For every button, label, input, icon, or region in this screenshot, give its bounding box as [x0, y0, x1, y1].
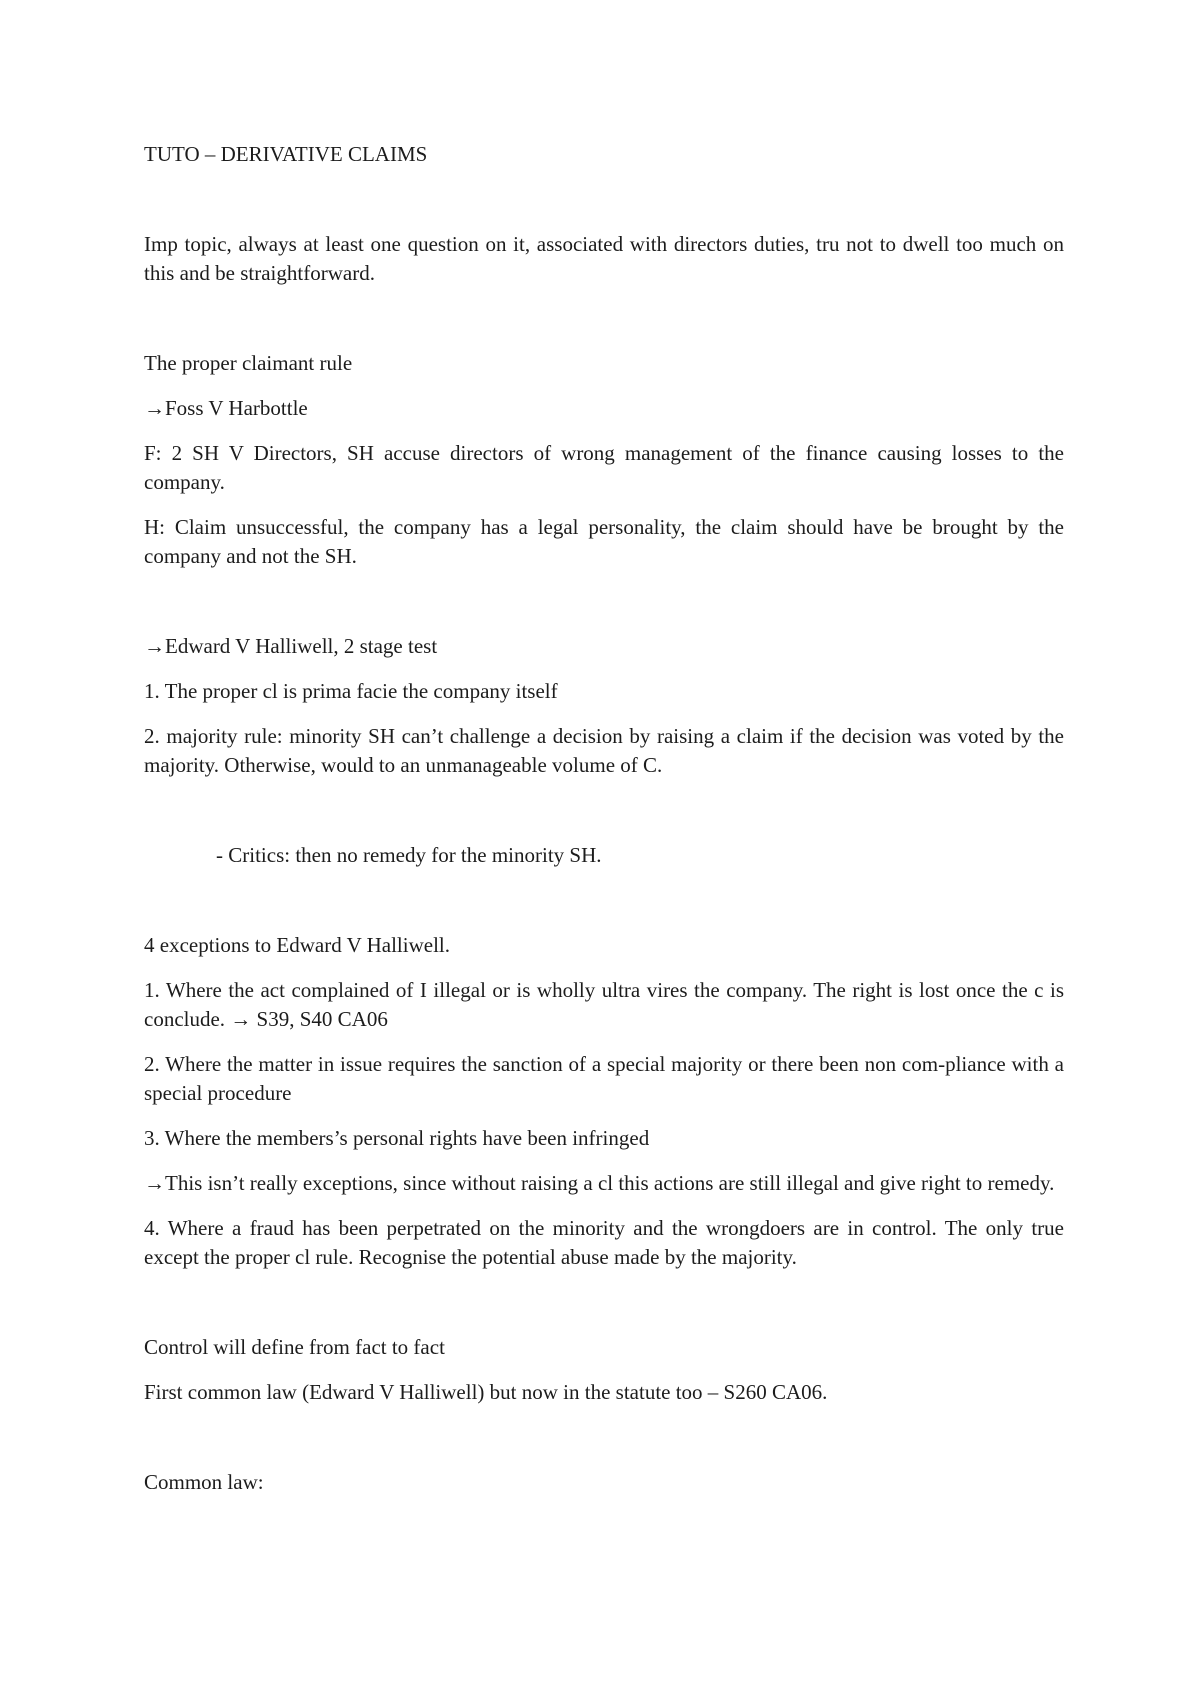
edward-stage-2: 2. majority rule: minority SH can’t challenge a decision by raising a claim if the decision was voted by the majority. Otherwise, would to an unmanageable volume of C.	[144, 724, 1064, 777]
edward-critics: - Critics: then no remedy for the minority SH.	[216, 843, 602, 867]
common-law-heading: Common law:	[144, 1470, 264, 1494]
control-line-2: First common law (Edward V Halliwell) but now in the statute too – S260 CA06.	[144, 1380, 828, 1404]
exceptions-heading: 4 exceptions to Edward V Halliwell.	[144, 933, 450, 957]
case-edward-halliwell: →Edward V Halliwell, 2 stage test	[144, 634, 438, 658]
exception-3: 3. Where the members’s personal rights have been infringed	[144, 1126, 650, 1150]
proper-claimant-heading: The proper claimant rule	[144, 351, 353, 375]
foss-facts: F: 2 SH V Directors, SH accuse directors of wrong management of the finance causing losses to the company.	[144, 441, 1064, 494]
document-title: TUTO – DERIVATIVE CLAIMS	[144, 142, 428, 166]
document-body	[144, 140, 1064, 1497]
exception-4: 4. Where a fraud has been perpetrated on the minority and the wrongdoers are in control. The only true except the proper cl rule. Recognise the potential abuse made by the majority.	[144, 1216, 1064, 1269]
edward-stage-1: 1. The proper cl is prima facie the company itself	[144, 679, 558, 703]
control-line-1: Control will define from fact to fact	[144, 1335, 445, 1359]
exception-2: 2. Where the matter in issue requires the sanction of a special majority or there been non com-pliance with a special procedure	[144, 1052, 1064, 1105]
exception-1: 1. Where the act complained of I illegal or is wholly ultra vires the company. The right is lost once the c is conclude. → S39, S40 CA06	[144, 978, 1064, 1031]
foss-held: H: Claim unsuccessful, the company has a legal personality, the claim should have be brought by the company and not the SH.	[144, 515, 1064, 568]
exceptions-note: →This isn’t really exceptions, since without raising a cl this actions are still illegal and give right to remedy.	[144, 1171, 1055, 1195]
intro-paragraph: Imp topic, always at least one question on it, associated with directors duties, tru not to dwell too much on this and be straightforward.	[144, 232, 1064, 285]
case-foss-harbottle: →Foss V Harbottle	[144, 396, 308, 420]
